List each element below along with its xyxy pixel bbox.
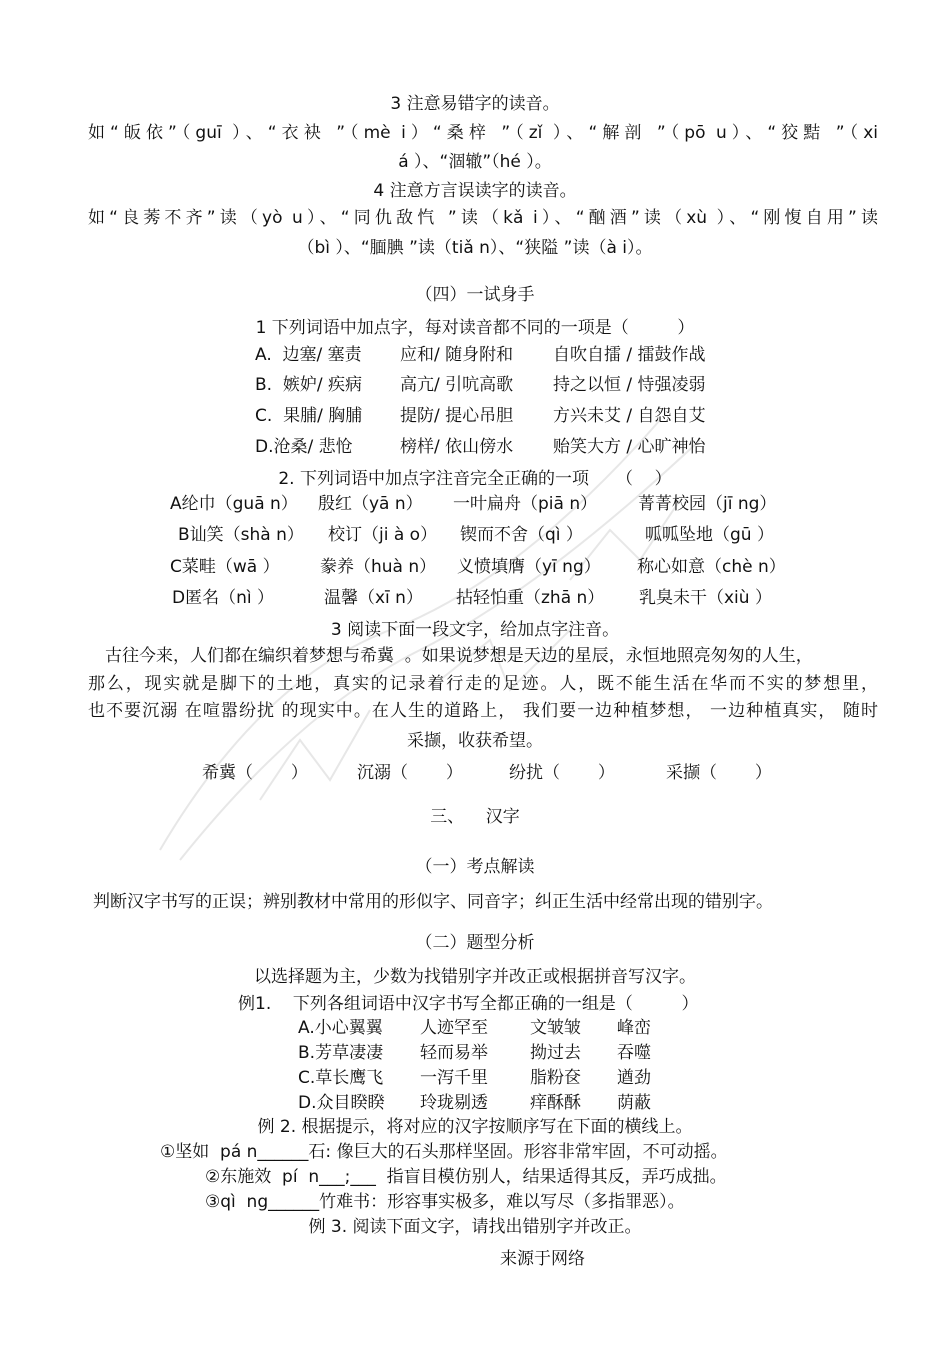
example-1-option-b: B.芳草凄凄 轻而易举 拗过去 吞噬 xyxy=(298,1043,651,1063)
question-1-option-d: D.沧桑/ 悲怆 榜样/ 依山傍水 贻笑大方 / 心旷神怡 xyxy=(255,437,706,457)
note-4-line-2: （bì ）、“腼腆 ”读（tiǎ n）、“狭隘 ”读（à i）。 xyxy=(297,238,653,258)
question-2-option-a: A纶巾（guā n） 殷红（yā n） 一叶扁舟（piā n） 菁菁校园（jī ng） xyxy=(170,494,777,514)
question-1-option-a: A. 边塞/ 塞责 应和/ 随身附和 自吹自擂 / 擂鼓作战 xyxy=(255,345,706,365)
example-2-item-3: ③qì ng______竹难书：形容事实极多，难以写尽（多指罪恶）。 xyxy=(205,1192,685,1212)
source-note: 来源于网络 xyxy=(500,1249,585,1269)
note-3-heading: 3 注意易错字的读音。 xyxy=(390,94,560,114)
note-3-line-1: 如“皈依”（guī ）、“衣袂 ”（mè i）“桑梓 ”（zǐ ）、“解剖 ”（pō u）、“狡黠 ”（xi xyxy=(88,123,878,143)
passage-line-1: 古往今来，人们都在编织着梦想与希冀 。如果说梦想是天边的星辰，永恒地照亮匆匆的人生， xyxy=(105,646,813,666)
example-1-option-c: C.草长鹰飞 一泻千里 脂粉奁 遒劲 xyxy=(298,1068,651,1088)
passage-line-4: 采撷，收获希望。 xyxy=(407,731,543,751)
example-1-option-a: A.小心翼翼 人迹罕至 文皱皱 峰峦 xyxy=(298,1018,651,1038)
example-2-item-1: ①坚如 pá n______石: 像巨大的石头那样坚固。形容非常牢固，不可动摇。 xyxy=(160,1142,728,1162)
section-practice-heading: （四）一试身手 xyxy=(415,285,535,305)
question-1-option-b: B. 嫉妒/ 疾病 高亢/ 引吭高歌 持之以恒 / 恃强凌弱 xyxy=(255,375,706,395)
question-3-answers: 希冀（ ） 沉溺（ ） 纷扰（ ） 采撷（ ） xyxy=(202,763,772,783)
question-1-stem: 1 下列词语中加点字，每对读音都不同的一项是（ ） xyxy=(255,318,695,338)
part-3-heading: 三、 汉字 xyxy=(430,807,520,827)
exam-points-text: 判断汉字书写的正误；辨别教材中常用的形似字、同音字；纠正生活中经常出现的错别字。 xyxy=(93,892,773,912)
note-4-line-1: 如“良莠不齐”读（yò u）、“同仇敌忾 ”读（kǎ i）、“酗酒”读（xù ）、“刚愎自用”读 xyxy=(88,208,878,228)
example-1-stem: 例1. 下列各组词语中汉字书写全都正确的一组是（ ） xyxy=(238,994,699,1014)
question-2-option-b: B讪笑（shà n） 校订（ji à o） 锲而不舍（qì ） 呱呱坠地（gū ） xyxy=(178,525,774,545)
example-1-option-d: D.众目睽睽 玲珑剔透 痒酥酥 荫蔽 xyxy=(298,1093,651,1113)
question-2-stem: 2. 下列词语中加点字注音完全正确的一项 （ ） xyxy=(278,469,672,489)
question-2-option-d: D匿名（nì ） 温馨（xī n） 拈轻怕重（zhā n） 乳臭未干（xiù ） xyxy=(172,588,772,608)
question-1-option-c: C. 果脯/ 胸脯 提防/ 提心吊胆 方兴未艾 / 自怨自艾 xyxy=(255,406,706,426)
question-2-option-c: C菜畦（wā ） 豢养（huà n） 义愤填膺（yī ng） 称心如意（chè n） xyxy=(170,557,786,577)
note-3-line-2: á ）、“涸辙”（hé ）。 xyxy=(398,152,552,172)
passage-line-2: 那么，现实就是脚下的土地，真实的记录着行走的足迹。人，既不能生活在华而不实的梦想里， xyxy=(88,674,878,694)
question-types-text: 以选择题为主，少数为找错别字并改正或根据拼音写汉字。 xyxy=(254,967,696,987)
section-question-types: （二）题型分析 xyxy=(415,933,535,953)
example-3-stem: 例 3. 阅读下面文字，请找出错别字并改正。 xyxy=(308,1217,642,1237)
section-exam-points: （一）考点解读 xyxy=(415,857,535,877)
note-4-heading: 4 注意方言误读字的读音。 xyxy=(373,181,577,201)
example-2-item-2: ②东施效 pí n___;___ 指盲目模仿别人，结果适得其反，弄巧成拙。 xyxy=(205,1167,727,1187)
passage-line-3: 也不要沉溺 在喧嚣纷扰 的现实中。在人生的道路上， 我们要一边种植梦想， 一边种植真实， 随时 xyxy=(88,701,878,721)
question-3-stem: 3 阅读下面一段文字，给加点字注音。 xyxy=(330,620,620,640)
example-2-stem: 例 2. 根据提示，将对应的汉字按顺序写在下面的横线上。 xyxy=(257,1117,693,1137)
